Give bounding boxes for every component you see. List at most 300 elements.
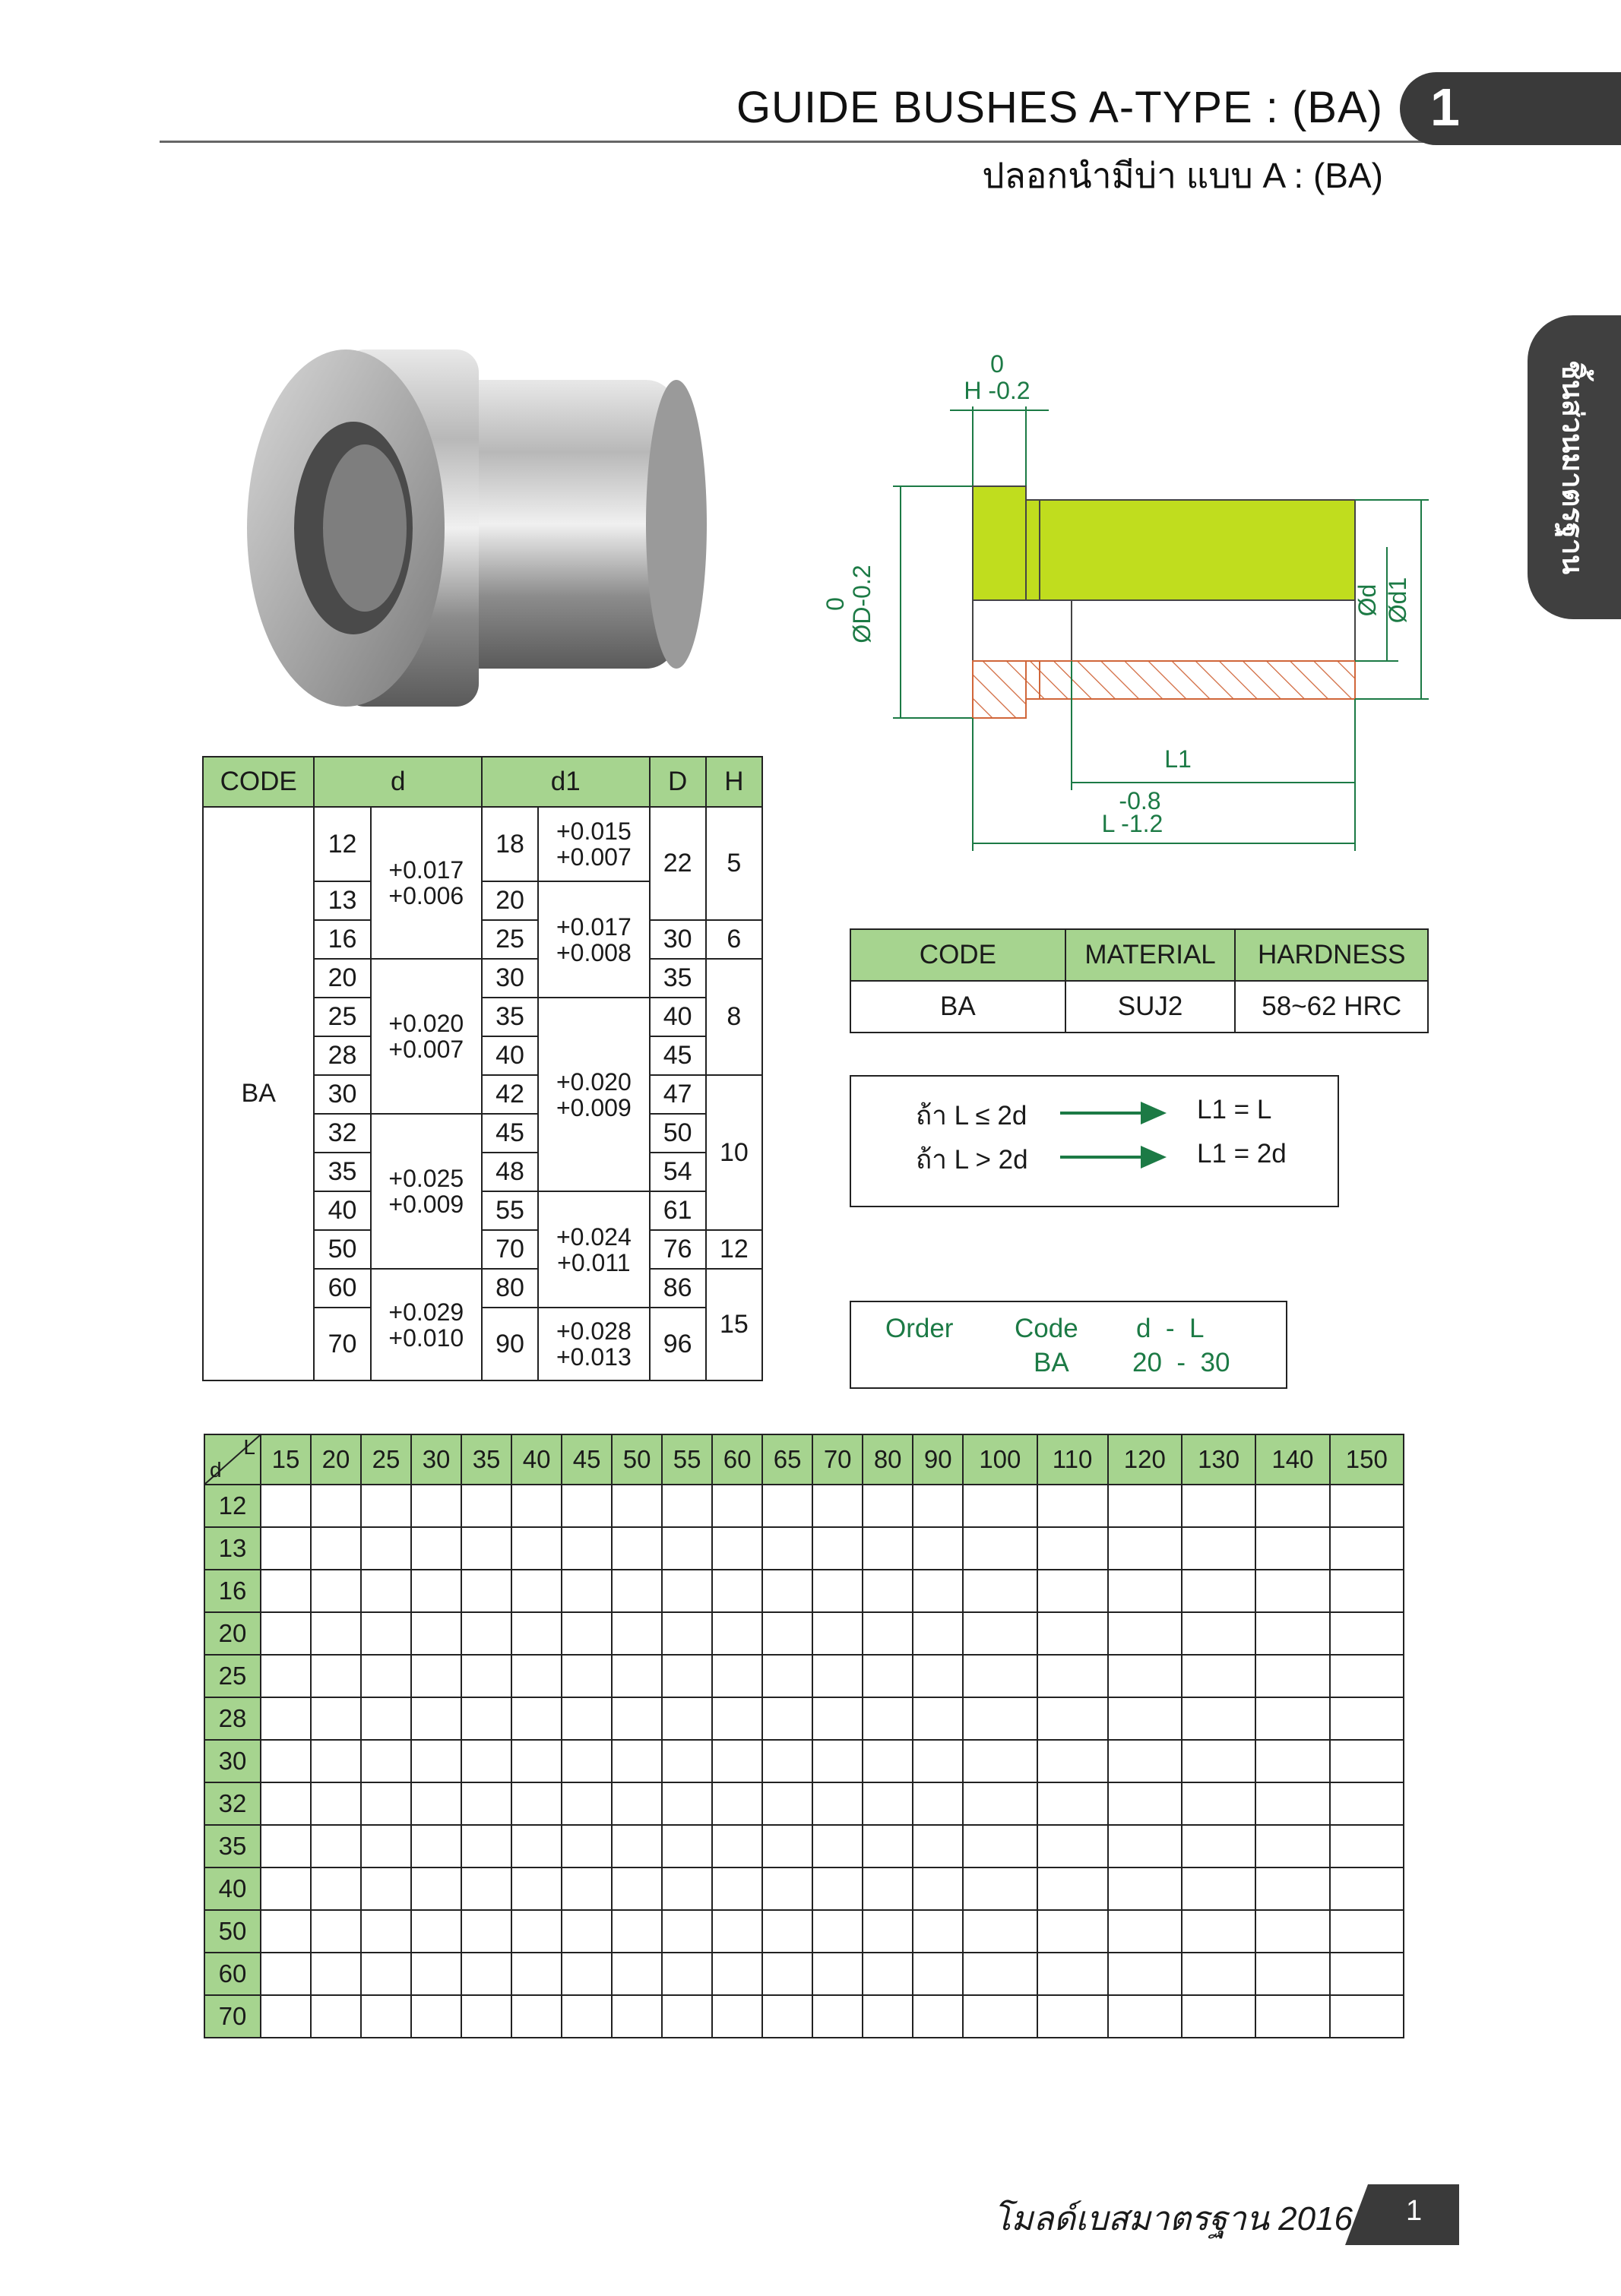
grid-cell [1037, 1825, 1108, 1867]
H-value: 10 [706, 1075, 762, 1230]
grid-cell [762, 1782, 812, 1825]
order-dl-example: 20 - 30 [1132, 1348, 1230, 1377]
grid-cell [662, 1612, 712, 1655]
grid-cell [812, 1655, 863, 1697]
grid-cell [562, 1655, 612, 1697]
grid-cell [311, 1655, 361, 1697]
grid-cell [1255, 1485, 1329, 1527]
grid-diameter-header: 30 [204, 1740, 261, 1782]
grid-cell [863, 1953, 913, 1995]
rule-2-result: L1 = 2d [1197, 1139, 1287, 1169]
grid-diameter-header: 60 [204, 1953, 261, 1995]
grid-cell [411, 1612, 461, 1655]
grid-length-header: 30 [411, 1434, 461, 1485]
grid-cell [712, 1527, 762, 1570]
side-tab[interactable] [1528, 315, 1621, 619]
grid-cell [261, 1995, 311, 2038]
grid-cell [612, 1953, 662, 1995]
order-code-example: BA [1034, 1348, 1069, 1377]
spec-table [202, 756, 763, 1381]
grid-cell [562, 1782, 612, 1825]
grid-cell [662, 1527, 712, 1570]
grid-cell [1330, 1782, 1404, 1825]
order-code-label: Code [1015, 1314, 1078, 1343]
flange-top [973, 486, 1026, 600]
grid-cell [963, 1953, 1037, 1995]
small-d-label: Ød [1353, 583, 1381, 617]
grid-diameter-header: 40 [204, 1867, 261, 1910]
grid-cell [913, 1995, 963, 2038]
D-value: 22 [650, 807, 706, 920]
grid-length-header: 130 [1182, 1434, 1255, 1485]
grid-cell [1108, 1953, 1182, 1995]
d-tol-top: 0 [822, 597, 849, 611]
length-rule-box [850, 1075, 1339, 1207]
h-label: H -0.2 [964, 377, 1031, 404]
grid-cell [311, 1740, 361, 1782]
D-value: 45 [650, 1036, 706, 1075]
mat-code: BA [850, 981, 1065, 1033]
grid-cell [1182, 1655, 1255, 1697]
grid-cell [762, 1740, 812, 1782]
grid-cell [662, 1655, 712, 1697]
grid-cell [662, 1782, 712, 1825]
grid-cell [411, 1910, 461, 1953]
grid-row [204, 1867, 1404, 1910]
grid-cell [662, 1485, 712, 1527]
grid-cell [1255, 1612, 1329, 1655]
grid-cell [411, 1995, 461, 2038]
grid-cell [562, 1697, 612, 1740]
groove-bottom [1026, 661, 1040, 699]
d1-value: 20 [482, 881, 538, 920]
grid-cell [662, 1995, 712, 2038]
grid-row [204, 1740, 1404, 1782]
D-value: 96 [650, 1308, 706, 1380]
rule-line-1 [916, 1095, 1311, 1133]
D-value: 54 [650, 1153, 706, 1191]
grid-cell [812, 1527, 863, 1570]
header-d1: d1 [482, 757, 650, 807]
l-tol-top: -0.8 [1119, 787, 1161, 814]
grid-cell [1330, 1612, 1404, 1655]
side-tab-label: ชิ้นส่วนมาตรฐาน [1556, 359, 1588, 575]
grid-row [204, 1485, 1404, 1527]
grid-cell [261, 1697, 311, 1740]
grid-cell [662, 1825, 712, 1867]
grid-cell [963, 1782, 1037, 1825]
grid-cell [361, 1825, 411, 1867]
grid-cell [562, 1527, 612, 1570]
grid-length-header: 110 [1037, 1434, 1108, 1485]
grid-cell [812, 1867, 863, 1910]
d1-value: 30 [482, 959, 538, 998]
grid-cell [461, 1867, 511, 1910]
grid-cell [812, 1570, 863, 1612]
grid-cell [361, 1570, 411, 1612]
grid-cell [261, 1527, 311, 1570]
grid-cell [812, 1782, 863, 1825]
grid-cell [311, 1910, 361, 1953]
grid-cell [511, 1697, 562, 1740]
grid-cell [1182, 1995, 1255, 2038]
grid-cell [461, 1995, 511, 2038]
grid-cell [411, 1953, 461, 1995]
grid-cell [261, 1867, 311, 1910]
d1-tolerance: +0.024 +0.011 [538, 1191, 649, 1308]
grid-cell [1108, 1697, 1182, 1740]
grid-cell [863, 1995, 913, 2038]
grid-cell [863, 1910, 913, 1953]
d-value: 13 [314, 881, 370, 920]
grid-length-header: 90 [913, 1434, 963, 1485]
grid-cell [1037, 1867, 1108, 1910]
grid-cell [762, 1995, 812, 2038]
grid-cell [1037, 1570, 1108, 1612]
H-value: 15 [706, 1269, 762, 1380]
grid-cell [662, 1867, 712, 1910]
grid-corner [204, 1434, 261, 1485]
d-tolerance: +0.017 +0.006 [371, 807, 482, 959]
grid-cell [913, 1697, 963, 1740]
grid-cell [1182, 1697, 1255, 1740]
grid-cell [1330, 1825, 1404, 1867]
grid-cell [361, 1697, 411, 1740]
grid-cell [863, 1782, 913, 1825]
grid-cell [1255, 1910, 1329, 1953]
grid-cell [1255, 1740, 1329, 1782]
H-value: 5 [706, 807, 762, 920]
grid-cell [1255, 1953, 1329, 1995]
grid-cell [712, 1995, 762, 2038]
grid-cell [562, 1910, 612, 1953]
grid-cell [1037, 1995, 1108, 2038]
grid-cell [1108, 1485, 1182, 1527]
grid-cell [662, 1910, 712, 1953]
arrow-right-icon [1060, 1156, 1159, 1159]
grid-cell [1182, 1910, 1255, 1953]
grid-cell [311, 1825, 361, 1867]
grid-row [204, 1612, 1404, 1655]
l1-label: L1 [1164, 745, 1192, 773]
grid-cell [762, 1825, 812, 1867]
grid-cell [812, 1612, 863, 1655]
mat-header-hardness: HARDNESS [1235, 929, 1428, 981]
header-d: d [314, 757, 482, 807]
bore [973, 600, 1355, 661]
grid-length-header: 65 [762, 1434, 812, 1485]
grid-cell [762, 1953, 812, 1995]
grid-cell [812, 1825, 863, 1867]
grid-cell [261, 1740, 311, 1782]
grid-length-header: 100 [963, 1434, 1037, 1485]
grid-length-header: 50 [612, 1434, 662, 1485]
bushing-photo [228, 334, 714, 722]
grid-cell [562, 1953, 612, 1995]
d1-value: 45 [482, 1114, 538, 1153]
mat-material: SUJ2 [1065, 981, 1236, 1033]
grid-cell [762, 1867, 812, 1910]
grid-cell [411, 1867, 461, 1910]
grid-length-header: 45 [562, 1434, 612, 1485]
grid-cell [511, 1485, 562, 1527]
grid-cell [662, 1697, 712, 1740]
grid-cell [411, 1782, 461, 1825]
grid-cell [1037, 1782, 1108, 1825]
grid-cell [1330, 1740, 1404, 1782]
grid-cell [812, 1953, 863, 1995]
mat-header-code: CODE [850, 929, 1065, 981]
grid-cell [863, 1527, 913, 1570]
H-value: 12 [706, 1230, 762, 1269]
l-label: L -1.2 [1101, 810, 1164, 837]
grid-cell [612, 1740, 662, 1782]
grid-cell [311, 1782, 361, 1825]
H-value: 8 [706, 959, 762, 1075]
grid-cell [812, 1485, 863, 1527]
order-example-box [850, 1301, 1287, 1389]
grid-cell [913, 1825, 963, 1867]
grid-cell [863, 1570, 913, 1612]
page-number-box [1345, 2184, 1459, 2245]
d1-value: 80 [482, 1269, 538, 1308]
grid-cell [311, 1867, 361, 1910]
d-value: 40 [314, 1191, 370, 1230]
grid-cell [1330, 1570, 1404, 1612]
grid-cell [461, 1697, 511, 1740]
grid-cell [1255, 1655, 1329, 1697]
grid-cell [1037, 1740, 1108, 1782]
grid-cell [1255, 1995, 1329, 2038]
grid-cell [963, 1612, 1037, 1655]
grid-cell [913, 1953, 963, 1995]
grid-cell [863, 1485, 913, 1527]
grid-cell [1330, 1485, 1404, 1527]
grid-cell [712, 1825, 762, 1867]
d-value: 25 [314, 998, 370, 1036]
grid-cell [762, 1570, 812, 1612]
material-table [850, 928, 1429, 1033]
d-value: 28 [314, 1036, 370, 1075]
grid-cell [261, 1782, 311, 1825]
grid-cell [461, 1485, 511, 1527]
grid-cell [1255, 1527, 1329, 1570]
grid-cell [311, 1527, 361, 1570]
grid-cell [612, 1570, 662, 1612]
bushing-end [646, 380, 707, 669]
mat-header-material: MATERIAL [1065, 929, 1236, 981]
grid-cell [812, 1995, 863, 2038]
grid-cell [261, 1953, 311, 1995]
grid-cell [662, 1570, 712, 1612]
grid-cell [963, 1697, 1037, 1740]
grid-length-header: 20 [311, 1434, 361, 1485]
grid-row [204, 1527, 1404, 1570]
grid-cell [812, 1910, 863, 1953]
grid-diameter-header: 25 [204, 1655, 261, 1697]
grid-cell [511, 1527, 562, 1570]
grid-cell [411, 1570, 461, 1612]
grid-row [204, 1953, 1404, 1995]
grid-cell [311, 1485, 361, 1527]
grid-cell [562, 1867, 612, 1910]
grid-cell [461, 1527, 511, 1570]
d1-value: 70 [482, 1230, 538, 1269]
grid-cell [1255, 1782, 1329, 1825]
grid-cell [612, 1825, 662, 1867]
grid-cell [1330, 1953, 1404, 1995]
grid-cell [762, 1527, 812, 1570]
grid-length-header: 140 [1255, 1434, 1329, 1485]
grid-cell [1330, 1655, 1404, 1697]
grid-cell [562, 1485, 612, 1527]
page-title: GUIDE BUSHES A-TYPE : (BA) [736, 83, 1383, 132]
grid-row [204, 1782, 1404, 1825]
grid-cell [963, 1655, 1037, 1697]
grid-cell [511, 1612, 562, 1655]
d-value: 60 [314, 1269, 370, 1308]
grid-cell [361, 1612, 411, 1655]
grid-cell [461, 1782, 511, 1825]
grid-cell [963, 1740, 1037, 1782]
grid-diameter-header: 32 [204, 1782, 261, 1825]
grid-cell [461, 1740, 511, 1782]
grid-cell [1108, 1782, 1182, 1825]
grid-cell [361, 1867, 411, 1910]
d1-value: 18 [482, 807, 538, 881]
grid-cell [963, 1995, 1037, 2038]
grid-cell [261, 1485, 311, 1527]
grid-cell [411, 1485, 461, 1527]
grid-cell [1255, 1825, 1329, 1867]
grid-cell [1182, 1485, 1255, 1527]
d-value: 70 [314, 1308, 370, 1380]
grid-cell [361, 1655, 411, 1697]
grid-cell [511, 1910, 562, 1953]
H-value: 6 [706, 920, 762, 959]
grid-diameter-header: 70 [204, 1995, 261, 2038]
grid-cell [963, 1485, 1037, 1527]
grid-cell [762, 1485, 812, 1527]
arrow-right-icon [1060, 1112, 1159, 1115]
grid-cell [762, 1697, 812, 1740]
rule-1-condition: ถ้า L ≤ 2d [916, 1101, 1027, 1131]
D-value: 47 [650, 1075, 706, 1114]
footer-text: โมลด์เบสมาตรฐาน 2016 [993, 2200, 1353, 2237]
header-H: H [706, 757, 762, 807]
grid-cell [1037, 1655, 1108, 1697]
grid-diameter-header: 35 [204, 1825, 261, 1867]
grid-cell [1182, 1867, 1255, 1910]
grid-cell [762, 1612, 812, 1655]
header-D: D [650, 757, 706, 807]
grid-cell [511, 1570, 562, 1612]
grid-cell [261, 1570, 311, 1612]
grid-diameter-header: 20 [204, 1612, 261, 1655]
grid-cell [963, 1825, 1037, 1867]
grid-cell [562, 1570, 612, 1612]
grid-cell [411, 1527, 461, 1570]
cross-section-drawing [821, 334, 1444, 881]
section-number: 1 [1430, 77, 1460, 137]
grid-cell [963, 1867, 1037, 1910]
grid-cell [311, 1612, 361, 1655]
d1-value: 48 [482, 1153, 538, 1191]
grid-cell [913, 1655, 963, 1697]
grid-cell [1255, 1867, 1329, 1910]
grid-cell [361, 1740, 411, 1782]
grid-cell [1037, 1612, 1108, 1655]
d-value: 30 [314, 1075, 370, 1114]
grid-cell [863, 1740, 913, 1782]
grid-cell [361, 1953, 411, 1995]
grid-cell [662, 1953, 712, 1995]
d1-label: Ød1 [1384, 577, 1411, 624]
page-tab-shape [1345, 2184, 1459, 2245]
grid-cell [812, 1697, 863, 1740]
grid-cell [261, 1825, 311, 1867]
grid-cell [913, 1570, 963, 1612]
grid-cell [511, 1782, 562, 1825]
corner-l-label: L [243, 1435, 255, 1459]
page-number: 1 [1406, 2195, 1423, 2227]
grid-cell [1182, 1527, 1255, 1570]
flange-bottom [973, 661, 1026, 718]
grid-cell [1108, 1825, 1182, 1867]
d-value: 12 [314, 807, 370, 881]
grid-cell [511, 1825, 562, 1867]
grid-cell [1037, 1485, 1108, 1527]
grid-cell [863, 1697, 913, 1740]
d-tolerance: +0.029 +0.010 [371, 1269, 482, 1380]
grid-length-header: 25 [361, 1434, 411, 1485]
order-label: Order [885, 1314, 954, 1343]
grid-cell [461, 1910, 511, 1953]
d1-value: 42 [482, 1075, 538, 1114]
grid-length-header: 150 [1330, 1434, 1404, 1485]
grid-cell [612, 1910, 662, 1953]
D-value: 35 [650, 959, 706, 998]
grid-cell [1037, 1953, 1108, 1995]
grid-cell [1330, 1867, 1404, 1910]
grid-cell [1182, 1825, 1255, 1867]
grid-cell [511, 1867, 562, 1910]
rule-2-condition: ถ้า L > 2d [916, 1145, 1028, 1175]
grid-row [204, 1995, 1404, 2038]
grid-cell [1108, 1655, 1182, 1697]
d1-value: 40 [482, 1036, 538, 1075]
rule-1-result: L1 = L [1197, 1095, 1272, 1124]
grid-cell [712, 1612, 762, 1655]
h-tol-top: 0 [990, 350, 1004, 378]
grid-cell [1108, 1612, 1182, 1655]
grid-length-header: 55 [662, 1434, 712, 1485]
grid-cell [311, 1995, 361, 2038]
grid-length-header: 80 [863, 1434, 913, 1485]
grid-cell [1182, 1740, 1255, 1782]
grid-row [204, 1570, 1404, 1612]
grid-diameter-header: 28 [204, 1697, 261, 1740]
corner-d-label: d [210, 1458, 222, 1482]
grid-cell [612, 1782, 662, 1825]
grid-cell [411, 1825, 461, 1867]
D-value: 50 [650, 1114, 706, 1153]
grid-cell [1182, 1782, 1255, 1825]
d-tolerance: +0.025 +0.009 [371, 1114, 482, 1269]
d1-tolerance: +0.015 +0.007 [538, 807, 649, 881]
d-label: ØD-0.2 [848, 565, 875, 644]
grid-cell [361, 1910, 411, 1953]
